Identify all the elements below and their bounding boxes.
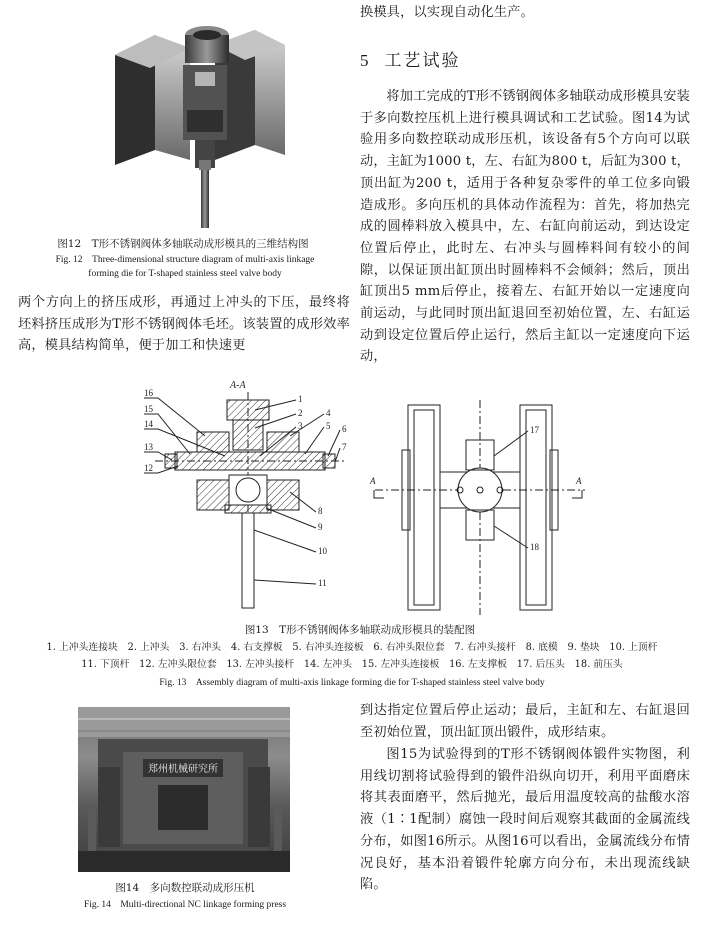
fig14-caption-cn: 图14 多向数控联动成形压机 xyxy=(115,882,255,894)
fig12-caption-en: Fig. 12 Three-dimensional structure diagram of multi-axis linkage forming die for T-shaped stainless steel valve body xyxy=(55,255,315,279)
section-number: 5 xyxy=(360,51,371,70)
part-number-1: 1 xyxy=(298,394,303,404)
part-number-13: 13 xyxy=(144,442,153,452)
section-title: 工艺试验 xyxy=(384,51,461,71)
part-number-16: 16 xyxy=(144,388,153,398)
part-number-5: 5 xyxy=(326,421,331,431)
fig13-caption-cn: 图13 T形不锈钢阀体多轴联动成形模具的装配图 xyxy=(244,624,476,636)
part-number-12: 12 xyxy=(144,463,153,473)
right-col-paragraph-2: 到达指定位置后停止运动；最后，主缸和左、右缸退回至初始位置，顶出缸顶出锻件，成形结束。 xyxy=(360,703,690,740)
part-number-9: 9 xyxy=(318,522,323,532)
part-number-18: 18 xyxy=(530,542,539,552)
section-heading xyxy=(360,46,461,71)
right-col-continuation: 换模具，以实现自动化生产。 xyxy=(360,5,535,20)
fig12-caption-cn: 图12 T形不锈钢阀体多轴联动成形模具的三维结构图 xyxy=(57,238,309,250)
right-col-paragraph-1: 将加工完成的T形不锈钢阀体多轴联动成形模具安装于多向数控压机上进行模具调试和工艺试验。图14为试验用多向数控联动成形压机，该设备有5个方向可以联动，主缸为1000 t，左、右缸为800 t，后缸为300 t，顶出缸为200 t，适用于各种复杂零件的单工位多向锻造成形。多向压机的具体动作流程为：首先，将加热完成的圆棒料放入模具中，左、右缸向前运动，到达设定位置后停止，此时左、右冲头与圆棒料间有较小的间隙，以保证顶出缸顶出时圆棒料不会倾斜；然后，顶出缸顶出5 mm后停止，接着左、右缸开始以一定速度向前运动，与此同时顶出缸退回至初始位置，左、右缸运动到设定位置后停止运行，然后主缸以一定速度向下运动， xyxy=(360,89,690,365)
fig13-legend-line-2: 11. 下顶杆 12. 左冲头限位套 13. 左冲头接杆 14. 左冲头 15. 左冲头连接板 16. 左支撑板 17. 后压头 18. 前压头 xyxy=(81,659,623,670)
right-col-paragraph-3: 图15为试验得到的T形不锈钢阀体锻件实物图，利用线切割将试验得到的锻件沿纵向切开，利用平面磨床将其表面磨平，然后抛光，最后用温度较高的盐酸水溶液（1∶1配制）腐蚀一段时间后观察其截面的金属流线分布，如图16所示。从图16可以看出，金属流线分布情况良好，基本沿着锻件轮廓方向分布，未出现流线缺陷。 xyxy=(360,747,690,893)
fig12-image xyxy=(95,10,295,235)
part-number-15: 15 xyxy=(144,404,153,414)
fig13-legend-line-1: 1. 上冲头连接块 2. 上冲头 3. 右冲头 4. 右支撑板 5. 右冲头连接板 6. 右冲头限位套 7. 右冲头接杆 8. 底模 9. 垫块 10. 上顶杆 xyxy=(46,642,658,653)
part-number-3: 3 xyxy=(298,421,303,431)
fig14-caption-en: Fig. 14 Multi-directional NC linkage forming press xyxy=(83,900,287,910)
fig13-drawing xyxy=(130,380,590,620)
part-number-11: 11 xyxy=(318,578,327,588)
part-number-17: 17 xyxy=(530,425,539,435)
section-label: A-A xyxy=(230,380,246,391)
section-arrow-right-label: A xyxy=(576,476,582,486)
part-number-7: 7 xyxy=(342,442,347,452)
part-number-14: 14 xyxy=(144,419,153,429)
part-number-6: 6 xyxy=(342,424,347,434)
fig13-caption-en: Fig. 13 Assembly diagram of multi-axis linkage forming die for T-shaped stainless steel valve body xyxy=(159,678,545,688)
fig14-photo xyxy=(78,707,290,872)
fig14-sign-text: 郑州机械研究所 xyxy=(148,764,218,775)
part-number-8: 8 xyxy=(318,506,323,516)
part-number-10: 10 xyxy=(318,546,327,556)
part-number-2: 2 xyxy=(298,408,303,418)
left-col-paragraph-1: 两个方向上的挤压成形，再通过上冲头的下压，最终将坯料挤压成形为T形不锈钢阀体毛坯。该装置的成形效率高，模具结构简单，便于加工和快速更 xyxy=(18,295,350,354)
section-arrow-left-label: A xyxy=(370,476,376,486)
part-number-4: 4 xyxy=(326,408,331,418)
